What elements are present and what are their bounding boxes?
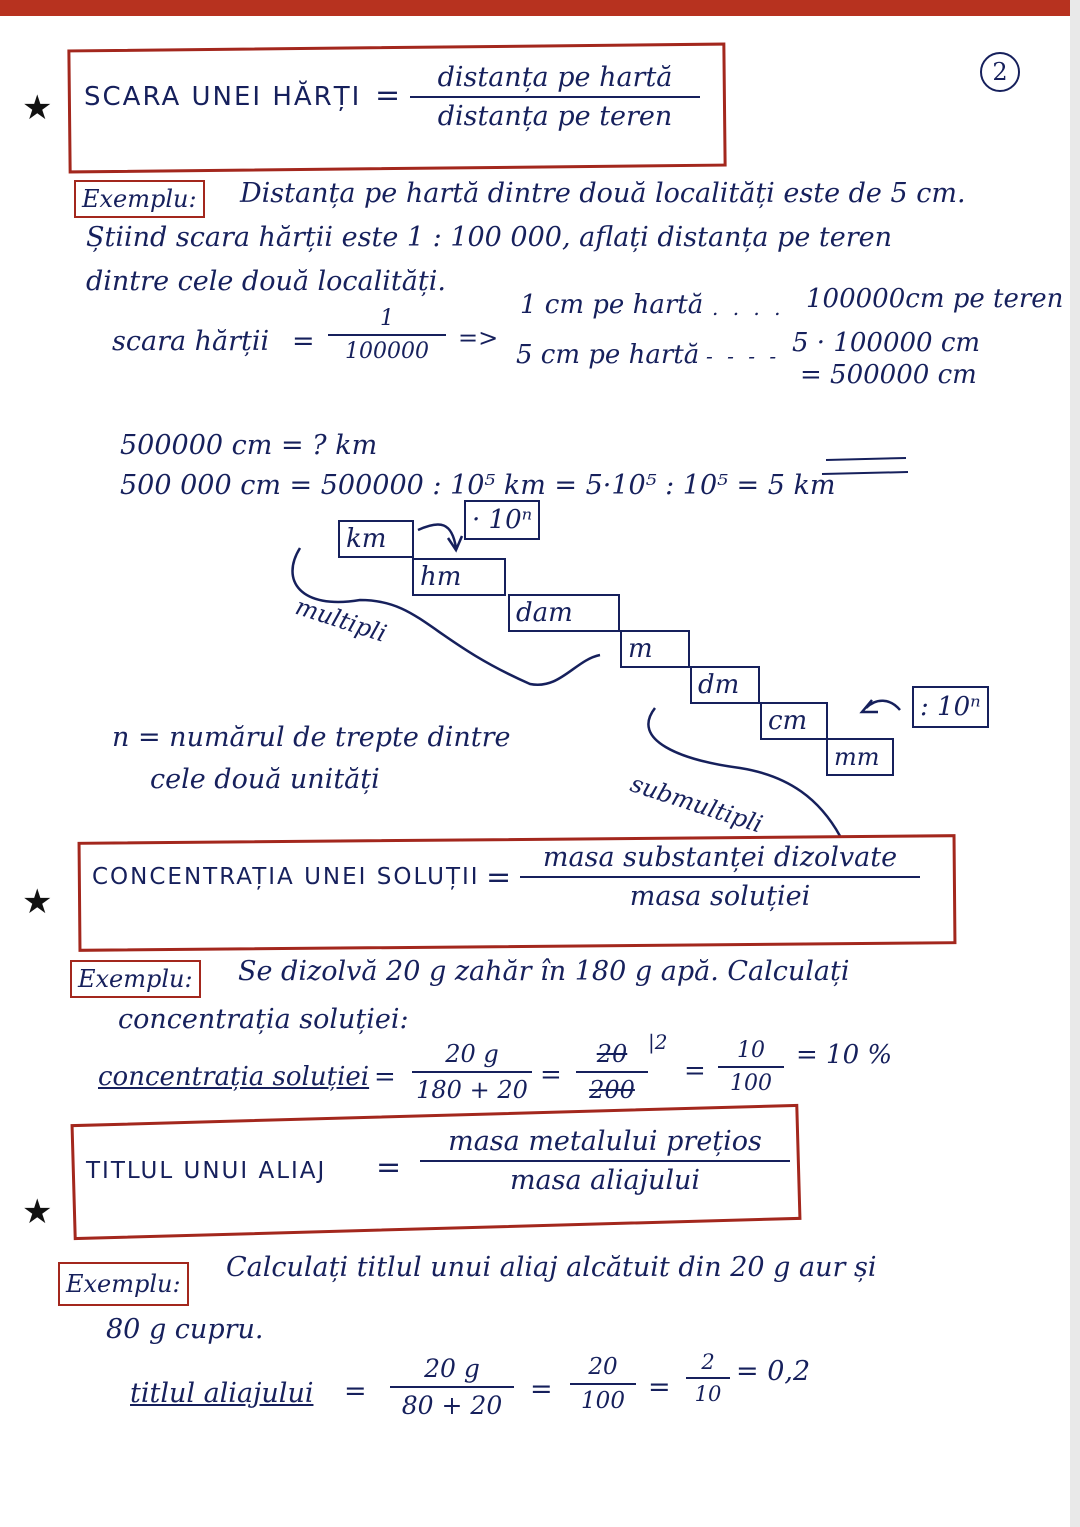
concentration-calc-label: concentrația soluției: [98, 1062, 370, 1092]
ladder-step-dam: dam: [508, 594, 620, 632]
dots-1: . . . .: [712, 296, 785, 320]
ladder-step-km: km: [338, 520, 414, 558]
concentration-fraction-3: [718, 1038, 784, 1096]
scale-numerator: distanța pe hartă: [437, 62, 673, 93]
concentration-fraction-1: [412, 1040, 532, 1104]
alloy-title: TITLUL UNUI ALIAJ: [86, 1158, 327, 1184]
fraction-denominator: 100: [730, 1071, 772, 1096]
scale-label-equals: =: [292, 326, 315, 357]
multiply-power-box: · 10ⁿ: [464, 500, 540, 540]
fraction-bar: [390, 1386, 514, 1388]
fraction-denominator: 10: [694, 1382, 722, 1406]
n-definition-line2: cele două unități: [150, 764, 380, 795]
equals-sign: =: [684, 1056, 706, 1086]
ladder-step-m: m: [620, 630, 690, 668]
example2-line2: concentrația soluției:: [118, 1004, 409, 1035]
example2-line1: Se dizolvă 20 g zahăr în 180 g apă. Calculați: [238, 956, 850, 987]
scale-title: SCARA UNEI HĂRȚI: [84, 82, 362, 112]
example1-line1: Distanța pe hartă dintre două localități este de 5 cm.: [240, 178, 966, 209]
implies-arrow: =>: [458, 324, 499, 352]
concentration-fraction-2: [576, 1040, 648, 1104]
alloy-calc-label: titlul aliajului: [130, 1378, 314, 1409]
equals-sign: =: [540, 1060, 562, 1090]
divide-power-box: : 10ⁿ: [912, 686, 989, 728]
concentration-title: CONCENTRAȚIA UNEI SOLUȚII: [92, 864, 480, 890]
scale-label: scara hărții: [112, 326, 270, 357]
fraction-bar: [576, 1071, 648, 1073]
proportion2-result: = 500000 cm: [800, 360, 977, 390]
ladder-step-hm: hm: [412, 558, 506, 596]
star-bullet-icon: ★: [22, 88, 53, 128]
proportion1-left: 1 cm pe hartă: [520, 290, 704, 320]
example3-line1: Calculați titlul unui aliaj alcătuit din 20 g aur și: [226, 1252, 877, 1283]
fraction-numerator: 2: [701, 1350, 715, 1374]
alloy-result: = 0,2: [736, 1356, 811, 1387]
example-label-3: Exemplu:: [58, 1262, 189, 1306]
concentration-denominator: masa soluției: [629, 881, 811, 912]
fraction-numerator: 20 g: [424, 1354, 480, 1383]
scale-equals: =: [375, 78, 401, 113]
fraction-numerator: 10: [737, 1038, 765, 1063]
concentration-equals: =: [486, 860, 512, 895]
fraction-bar: [686, 1377, 730, 1379]
multiples-label: multipli: [291, 592, 390, 648]
scale-denominator: distanța pe teren: [437, 101, 673, 132]
fraction-denominator: 180 + 20: [416, 1076, 528, 1104]
proportion1-right: 100000cm pe teren: [806, 284, 1064, 314]
star-bullet-icon: ★: [22, 882, 53, 922]
ladder-step-cm: cm: [760, 702, 828, 740]
ladder-step-mm: mm: [826, 738, 894, 776]
scale-value-num: 1: [380, 306, 394, 331]
example1-line2: Știind scara hărții este 1 : 100 000, aflați distanța pe teren: [86, 222, 892, 253]
fraction-bar: [420, 1160, 790, 1162]
n-definition-line1: n = numărul de trepte dintre: [112, 722, 511, 753]
concentration-numerator: masa substanței dizolvate: [542, 842, 898, 873]
alloy-numerator: masa metalului prețios: [448, 1126, 762, 1157]
fraction-bar: [520, 876, 920, 878]
example3-line2: 80 g cupru.: [106, 1314, 264, 1345]
fraction-bar: [412, 1071, 532, 1073]
star-bullet-icon: ★: [22, 1192, 53, 1232]
proportion2-right: 5 · 100000 cm: [792, 328, 981, 358]
concentration-formula-fraction: [520, 842, 920, 912]
alloy-fraction-2: [570, 1354, 636, 1414]
alloy-denominator: masa aliajului: [509, 1165, 701, 1196]
fraction-denominator: 100: [581, 1388, 625, 1414]
simplify-mark: |2: [648, 1030, 668, 1054]
example-label-2: Exemplu:: [70, 960, 201, 998]
fraction-numerator: 20: [588, 1354, 618, 1380]
fraction-denominator: 80 + 20: [401, 1391, 503, 1420]
alloy-fraction-1: [390, 1354, 514, 1420]
example1-line3: dintre cele două localități.: [86, 266, 446, 297]
fraction-bar: [718, 1066, 784, 1068]
equals-sign: =: [648, 1372, 671, 1403]
alloy-equals: =: [376, 1150, 402, 1185]
fraction-numerator: 20: [596, 1040, 628, 1068]
scale-value-den: 100000: [345, 339, 429, 364]
example-label-1: Exemplu:: [74, 180, 205, 218]
submultiples-label: submultipli: [627, 769, 767, 839]
alloy-fraction-3: [686, 1350, 730, 1406]
proportion2-left: 5 cm pe hartă: [516, 340, 700, 370]
alloy-calc-equals: =: [344, 1376, 367, 1407]
equals-sign: =: [530, 1374, 553, 1405]
page-number: 2: [980, 52, 1020, 92]
ladder-step-dm: dm: [690, 666, 760, 704]
fraction-bar: [570, 1383, 636, 1385]
conversion-line2: 500 000 cm = 500000 : 10⁵ km = 5·10⁵ : 10⁵ = 5 km: [120, 470, 836, 501]
fraction-denominator: 200: [589, 1076, 635, 1104]
fraction-numerator: 20 g: [445, 1040, 499, 1068]
concentration-result: = 10 %: [796, 1040, 893, 1070]
dots-2: - - - -: [706, 344, 781, 368]
concentration-calc-equals: =: [374, 1062, 396, 1092]
alloy-formula-fraction: [420, 1126, 790, 1196]
conversion-line1: 500000 cm = ? km: [120, 430, 378, 461]
